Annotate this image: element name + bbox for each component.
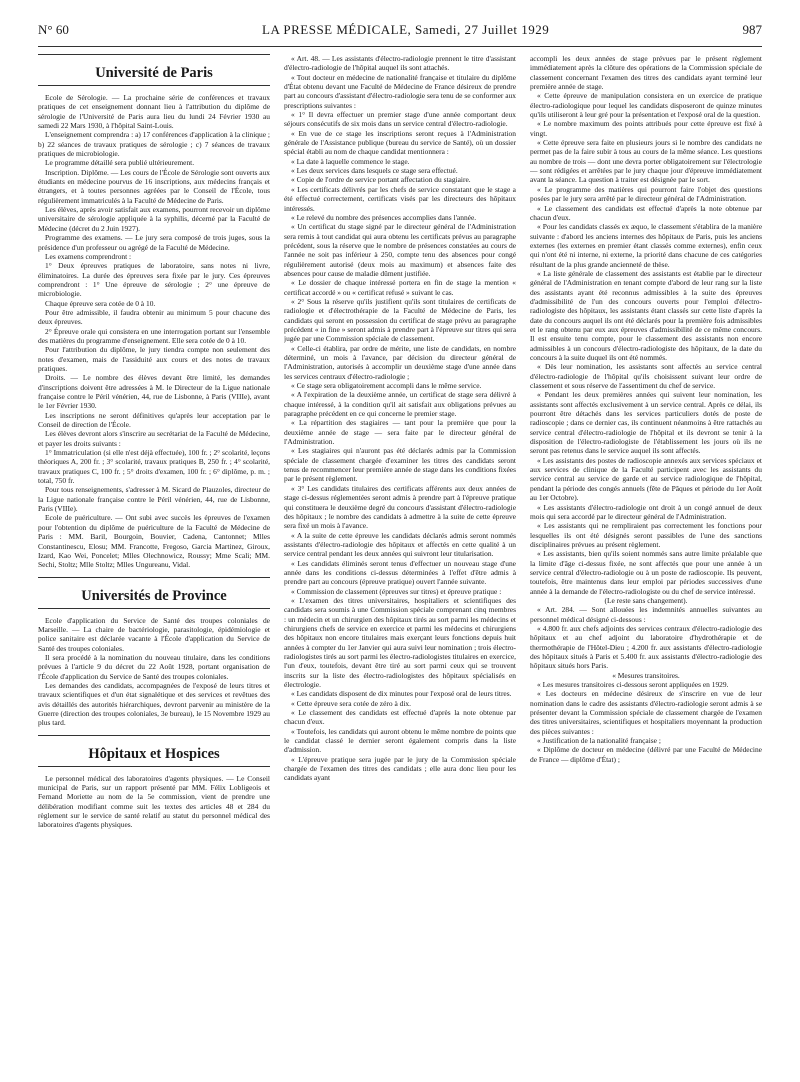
paragraph: « 4.800 fr. aux chefs adjoints des services centraux d'électro-radiologie des hôpitaux et au chef adjoint du laboratoire d'hydrothérapie et de thermothérapie de l'Hôtel-Dieu ; 4.200 fr. aux assistants d'électro-radiologie des hôpitaux situés à Paris et 5.400 fr. aux assistants d'électro-radiologie des hôpitaux situés hors Paris.: [530, 623, 762, 671]
paragraph: « Art. 48. — Les assistants d'électro-radiologie prennent le titre d'assistant d'électro-radiologie de l'hôpital auquel ils sont attachés.: [284, 54, 516, 73]
paragraph: « Copie de l'ordre de service portant affectation du stagiaire.: [291, 175, 471, 185]
paragraph: « Les assistants des postes de radioscopie annexés aux services spéciaux et aux services de clinique de la Faculté participent avec les assistants du service central au service de garde et au service radiologique de l'hôpital, pendant la période des congés annuels (fête de Pâques et période du 1er Août au 1er Octobre).: [530, 455, 762, 503]
paragraph: « Les assistants qui ne rempliraient pas correctement les fonctions pour lesquelles ils ont été désignés seront passibles de l'une des sanctions disciplinaires prévues au présent règlement.: [530, 521, 762, 549]
paragraph: Les élèves devront alors s'inscrire au secrétariat de la Faculté de Médecine, et payer les droits suivants :: [38, 429, 270, 448]
paragraph: « Cette épreuve sera cotée de zéro à dix.: [291, 698, 411, 708]
paragraph: « Art. 284. — Sont allouées les indemnités annuelles suivantes au personnel médical désigné ci-dessous :: [530, 605, 762, 624]
paragraph: Les inscriptions ne seront définitives qu'après leur acceptation par le Conseil de direction de l'École.: [38, 410, 270, 430]
paragraph: « Pour les candidats classés ex æquo, le classement s'établira de la manière suivante : d'abord les anciens internes des hôpitaux de Paris, puis les anciens externes (les externes en premier étant classés comme externes), enfin ceux qui n'ont été ni interne, ni externe, la priorité dans chacune de ces catégories résultant de la plus grande ancienneté de thèse.: [530, 222, 762, 269]
paragraph: Les examens comprendront :: [45, 251, 132, 261]
paragraph: « Ce stage sera obligatoirement accompli dans le même service.: [291, 381, 482, 391]
paragraph: « Les docteurs en médecine désireux de s'inscrire en vue de leur nomination dans le cadre des assistants d'électro-radiologie seront admis à se présenter devant la Commission spéciale de classement chargée de l'examen des titres universitaires, scientifiques et hospitaliers moyennant la production des pièces suivantes :: [530, 689, 762, 736]
paragraph: « Le classement des candidats est effectué d'après la note obtenue par chacun d'eux.: [284, 708, 516, 727]
paragraph: Pour tous renseignements, s'adresser à M. Sicard de Plauzoles, directeur de la Ligue nationale française contre le Péril vénérien, 44, rue de Lisbonne, Paris (VIIIe).: [38, 485, 270, 514]
paragraph: accompli les deux années de stage prévues par le présent règlement immédiatement après la clôture des opérations de la Commission spéciale de classement concernant l'examen des titres des candidats ayant terminé leur première année de stage.: [530, 54, 762, 92]
paragraph: « Les assistants d'électro-radiologie ont droit à un congé annuel de deux mois qui sera accordé par le directeur général de l'Administration.: [530, 502, 762, 521]
paragraph: « La liste générale de classement des assistants est établie par le directeur général de l'Administration en tenant compte d'abord de leur rang sur la liste des assistants ayant été reconnus admissibles à la suite des épreuves d'admissibilité de l'un des concours ouverts pour l'emploi d'électro-radiologiste des hôpitaux, les assistants étant classés sur cette liste d'après la date du concours auquel ils ont été déclarés pour la première fois admissibles et le rang obtenu par eux aux épreuves d'admissibilité de ce même concours. Il est ensuite tenu compte, pour le classement des assistants non encore admissibles à un concours d'électro-radiologiste des hôpitaux, de la date du concours à la suite duquel ils ont été nommés.: [530, 268, 762, 362]
paragraph: Les demandes des candidats, accompagnées de l'exposé de leurs titres et travaux scientifiques et d'un état signalétique et des services et revêtues des avis détaillés des autorités hiérarchiques, devront parvenir au ministère de la Guerre (direction des troupes coloniales, 3e bureau), le 15 Novembre 1929 au plus tard.: [38, 680, 270, 728]
paragraph: « Le nombre maximum des points attribués pour cette épreuve est fixé à vingt.: [530, 119, 762, 138]
paragraph: Inscription. Diplôme. — Les cours de l'École de Sérologie sont ouverts aux étudiants en médecine pourvus de 16 inscriptions, aux médecins français et étrangers, et à toutes personnes agréées par le Conseil de l'École, tous régulièrement immatriculés à la Faculté de Médecine de Paris.: [38, 167, 270, 205]
paragraph: Le programme détaillé sera publié ultérieurement.: [45, 158, 195, 168]
column-1: [38, 54, 270, 1074]
paragraph: « 1° Il devra effectuer un premier stage d'une année comportant deux séjours consécutifs de six mois dans un service central d'électro-radiologie.: [284, 110, 516, 129]
paragraph: « Tout docteur en médecine de nationalité française et titulaire du diplôme d'État obtenu devant une Faculté de Médecine de France désireux de prendre part au concours d'assistant d'électro-radiologie sera tenu de se conformer aux prescriptions suivantes :: [284, 72, 516, 110]
paragraph: 2° Épreuve orale qui consistera en une interrogation portant sur l'ensemble des matières du programme d'enseignement. Elle sera cotée de 0 à 10.: [38, 326, 270, 345]
paragraph: « Toutefois, les candidats qui auront obtenu le même nombre de points que le candidat classé le dernier seront également compris dans la liste d'admission.: [284, 726, 516, 755]
paragraph: (Le reste sans changement).: [604, 595, 688, 605]
section-title-hopitaux-hospices: Hôpitaux et Hospices: [88, 745, 220, 762]
paragraph: « Les assistants, bien qu'ils soient nommés sans autre limite préalable que la limite d'âge ci-dessus fixée, ne sont affectés que pour une année à un service central d'électro-radiologie ou à un poste de radioscopie. Ils peuvent, toutefois, être maintenus dans leur emploi par périodes successives d'une année à la demande de l'électro-radiologiste ou du chef de service intéressé.: [530, 549, 762, 596]
section-title-universites-province: Universités de Province: [81, 587, 227, 604]
paragraph: « Diplôme de docteur en médecine (délivré par une Faculté de Médecine de France — diplôme d'État) ;: [530, 745, 762, 764]
paragraph: « 3° Les candidats titulaires des certificats afférents aux deux années de stage ci-dessus réglementées seront admis à prendre part à l'épreuve pratique qui constituera le deuxième degré du concours d'assistant d'électro-radiologie des hôpitaux ; le nombre des candidats à admettre à la suite de cette épreuve sera fixé un mois à l'avance.: [284, 483, 516, 531]
paragraph: « En vue de ce stage les inscriptions seront reçues à l'Administration générale de l'Assistance publique (bureau du service de Santé), où un dossier spécial établi au nom de chaque candidat mentionnera :: [284, 128, 516, 157]
text-columns: [38, 54, 762, 1074]
paragraph: « Pendant les deux premières années qui suivent leur nomination, les assistants sont affectés exclusivement à un service central. Après ce délai, ils pourront être détachés dans les services particuliers dotés de poste de radioscopie ; dans ce dernier cas, ils continuent néanmoins à être rattachés au service central d'électro-radiologie de l'hôpital et ils devront se tenir à la disposition de l'électro-radiologiste de l'établissement les jours où ils ne seront pas retenus dans le service auquel ils sont affectés.: [530, 390, 762, 456]
paragraph: Ecole de Sérologie. — La prochaine série de conférences et travaux pratiques de cet enseignement donnant lieu à l'attribution du diplôme de sérologie de l'Université de Paris aura lieu du lundi 24 Février 1930 au samedi 22 Mars 1930, à l'hôpital Saint-Louis.: [38, 93, 270, 131]
paragraph: L'enseignement comprendra : a) 17 conférences d'application à la clinique ; b) 22 séances de travaux pratiques de sérologie ; c) 7 séances de travaux pratiques de microbiologie.: [38, 130, 270, 159]
page-number: 987: [742, 22, 762, 37]
journal-title: LA PRESSE MÉDICALE, Samedi, 27 Juillet 1929: [262, 22, 550, 37]
paragraph: « Dès leur nomination, les assistants sont affectés au service central d'électro-radiologie de l'hôpital qu'ils choisissent suivant leur ordre de classement et sous réserve de l'assentiment du chef de service.: [530, 362, 762, 391]
column-3: [530, 54, 762, 1074]
paragraph: « Les deux services dans lesquels ce stage sera effectué.: [291, 166, 458, 176]
paragraph: Ecole d'application du Service de Santé des troupes coloniales de Marseille. — La chaire de bactériologie, parasitologie, épidémiologie et police sanitaire est déclarée vacante à l'École d'application du Service de Santé des troupes coloniales.: [38, 615, 270, 653]
paragraph: « L'épreuve pratique sera jugée par le jury de la Commission spéciale chargée de l'examen des titres des candidats ; elle aura donc lieu pour les candidats ayant: [284, 754, 516, 783]
paragraph: « Le programme des matières qui pourront faire l'objet des questions posées par le jury sera arrêté par le directeur général de l'Administration.: [530, 184, 762, 204]
paragraph: « Le classement des candidats est effectué d'après la note obtenue par chacun d'eux.: [530, 203, 762, 222]
paragraph: Programme des examens. — Le jury sera composé de trois juges, sous la présidence d'un professeur ou agrégé de la Faculté de Médecine.: [38, 233, 270, 252]
paragraph: « La répartition des stagiaires — tant pour la première que pour la deuxième année de stage — sera faite par le directeur général de l'Administration.: [284, 418, 516, 447]
paragraph: « Justification de la nationalité française ;: [537, 736, 661, 746]
paragraph: Le personnel médical des laboratoires d'agents physiques. — Le Conseil municipal de Paris, sur un rapport présenté par MM. Félix Lobligeois et Fernand Moriette au nom de la 5e commission, vient de prendre une délibération modifiant comme suit les textes des articles 48 et 284 du règlement sur le service de santé relatif au statut du personnel médical des laboratoires d'agents physiques.: [38, 773, 270, 830]
paragraph: « A la suite de cette épreuve les candidats déclarés admis seront nommés assistants d'électro-radiologie des hôpitaux et affectés en cette qualité à un service central pendant les deux années qui suivront leur titularisation.: [284, 530, 516, 559]
paragraph: « Les candidats éliminés seront tenus d'effectuer un nouveau stage d'une année dans les conditions ci-dessus déterminées à l'effet d'être admis à prendre part au concours (épreuve pratique) ouvert l'année suivante.: [284, 558, 516, 587]
paragraph: Chaque épreuve sera cotée de 0 à 10.: [45, 298, 156, 308]
paragraph: Il sera procédé à la nomination du nouveau titulaire, dans les conditions prévues à l'article 9 du décret du 22 Août 1928, portant organisation de l'École d'application du Service de Santé des troupes coloniales.: [38, 652, 270, 681]
paragraph: « La date à laquelle commence le stage.: [291, 156, 410, 166]
paragraph: « A l'expiration de la deuxième année, un certificat de stage sera délivré à chaque intéressé, à la condition qu'il ait satisfait aux obligations prévues au paragraphe précédent en ce qui concerne le premier stage.: [284, 390, 516, 419]
paragraph: « Cette épreuve de manipulation consistera en un exercice de pratique électro-radiologique pour lequel les candidats disposeront de quinze minutes qu'ils utiliseront à leur gré pour la présentation et l'exposé oral de la question.: [530, 91, 762, 120]
paragraph: « L'examen des titres universitaires, hospitaliers et scientifiques des candidats sera soumis à une Commission spéciale comprenant cinq membres : un médecin et un chirurgien des hôpitaux tirés au sort parmi les médecins et chirurgiens chefs de service en exercice et parmi les médecins et chirurgiens des hôpitaux non encore titulaires mais exerçant leurs fonctions depuis huit années à compter du 1er Janvier qui aura suivi leur nomination ; trois électro-radiologistes tirés au sort parmi les électro-radiologistes titulaires en exercice, l'un d'eux, toutefois, devant être tiré au sort parmi ceux qui se trouvent inscrits sur la liste des électro-radiologistes des hôpitaux spécialisés en électrologie.: [284, 595, 516, 690]
paragraph: « Celle-ci établira, par ordre de mérite, une liste de candidats, en nombre déterminé, un mois à l'avance, par décision du directeur général de l'Administration, autorisés à accomplir un deuxième stage d'une année dans les services centraux d'électro-radiologie ;: [284, 343, 516, 381]
paragraph: « Cette épreuve sera faite en plusieurs jours si le nombre des candidats ne permet pas de la faire subir à tous au cours de la même séance. Les questions au nombre de trois — dont une devra porter obligatoirement sur l'électrologie — sont rédigées et arrêtées par le jury chaque jour d'épreuve immédiatement avant la séance. La question à traiter est désignée par le sort.: [530, 138, 762, 185]
column-2: [284, 54, 516, 1074]
paragraph: Pour être admissible, il faudra obtenir au minimum 5 pour chacune des deux épreuves.: [38, 307, 270, 327]
paragraph: « Les mesures transitoires ci-dessous seront appliquées en 1929.: [537, 680, 729, 690]
issue-number: N° 60: [38, 22, 69, 37]
paragraph: 1° Immatriculation (si elle n'est déjà effectuée), 100 fr. ; 2° scolarité, leçons théoriques A, 200 fr. ; 3° scolarité, travaux pratiques B, 250 fr. ; 4° scolarité, travaux pratiques C, 100 fr. ; 5° droits d'examen, 100 fr. ; 6° diplôme, p. m. ; total, 750 fr.: [38, 448, 270, 486]
section-title-universite-paris: Université de Paris: [95, 65, 213, 81]
paragraph: Pour l'attribution du diplôme, le jury tiendra compte non seulement des notes d'examen, mais de l'assiduité aux cours et des notes de travaux pratiques.: [38, 345, 270, 373]
paragraph: « Commission de classement (épreuves sur titres) et épreuve pratique :: [291, 586, 502, 596]
paragraph: Droits. — Le nombre des élèves devant être limité, les demandes d'inscriptions doivent être adressées à M. le Directeur de la Ligue nationale française contre le Péril vénérien, 44, rue de Lisbonne, à Paris (VIIIe), avant le 1er Février 1930.: [38, 373, 270, 411]
paragraph: « Le relevé du nombre des présences accomplies dans l'année.: [291, 212, 477, 222]
paragraph: Les élèves, après avoir satisfait aux examens, pourront recevoir un diplôme universitaire de sérologie appliquée à la syphilis, décerné par la Faculté de Médecine (décret du 2 Juin 1927).: [38, 205, 270, 233]
subheading: « Mesures transitoires.: [612, 670, 680, 680]
paragraph: 1° Deux épreuves pratiques de laboratoire, sans notes ni livre, éliminatoires. La durée des épreuves sera fixée par le jury. Ces épreuves comprendront : 1° Une épreuve de sérologie ; 2° une épreuve de microbiologie.: [38, 261, 270, 299]
paragraph: « Un certificat du stage signé par le directeur général de l'Administration sera remis à tout candidat qui aura obtenu les certificats prévus au paragraphe précédent, sous la réserve que le nombre de présences constatées au cours de l'année ne soit pas inférieur à 250, compte tenu des absences pour congé régulièrement autorisé (deux mois au maximum) et absences faite des absences pour cause de maladie dûment justifiée.: [284, 222, 516, 278]
paragraph: « 2° Sous la réserve qu'ils justifient qu'ils sont titulaires de certificats de radiologie et d'électrothérapie de la Faculté de Médecine de Paris, les candidats qui seront en possession du certificat de stage prévu au paragraphe précédent « in fine » seront admis à prendre part à l'épreuve sur titres qui sera jugée par une Commission spéciale de classement.: [284, 296, 516, 344]
paragraph: « Le dossier de chaque intéressé portera en fin de stage la mention « certificat accordé » ou « certificat refusé » suivant le cas.: [284, 278, 516, 297]
paragraph: Ecole de puériculture. — Ont subi avec succès les épreuves de l'examen pour l'obtention du diplôme de puériculture de la Faculté de Médecine de Paris : MM. Baril, Bourgoin, Bouvier, Cadena, Cantonnet; Mlles Constantinescu, Elosu; MM. Francotte, Fregoso, Garcia Martinez, Giroux, Izard, Kao Wei, Poncelet; Mlles Olechnowicz, Roussy; Mme Scali; MM. Sechi, Stoltz; Mlle Stoltz; Mlles Ungureanu, Vidal.: [38, 513, 270, 570]
paragraph: « Les certificats délivrés par les chefs de service constatant que le stage a été effectué correctement, certificats visés par les directeurs des hôpitaux intéressés.: [284, 184, 516, 213]
paragraph: « Les candidats disposent de dix minutes pour l'exposé oral de leurs titres.: [291, 689, 512, 699]
paragraph: « Les stagiaires qui n'auront pas été déclarés admis par la Commission spéciale de classement chargée d'examiner les titres des candidats seront tenus de recommencer leur première année de stage dans les conditions fixées par le présent règlement.: [284, 446, 516, 484]
page-header: [38, 22, 762, 47]
